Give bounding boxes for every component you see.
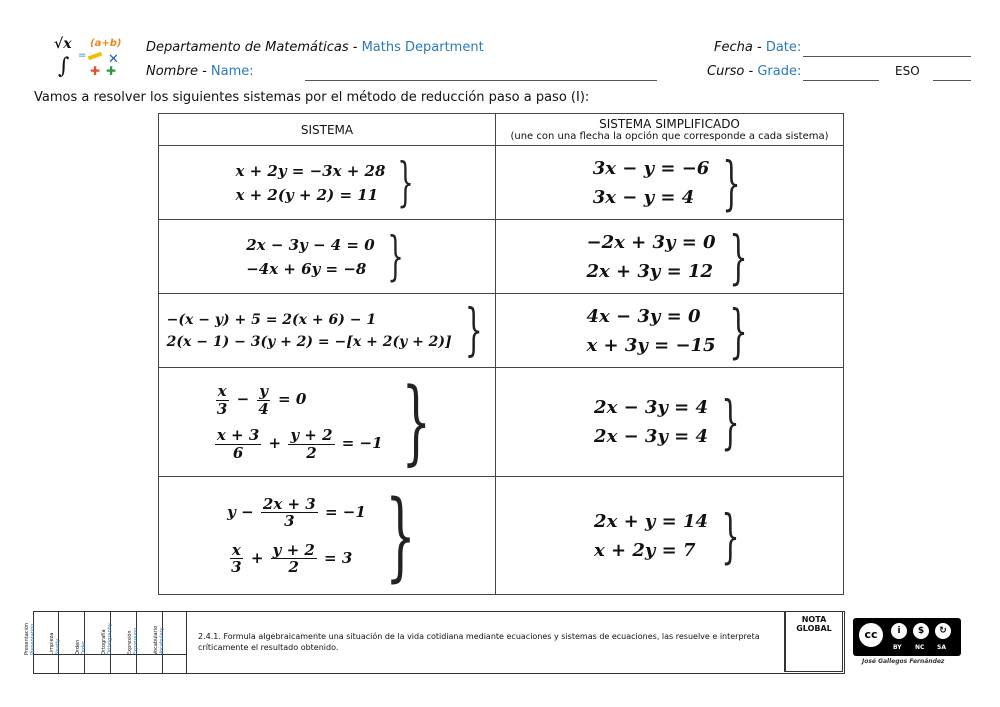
nc-icon: $ — [911, 621, 931, 641]
minus-icon: ✚ — [106, 64, 117, 78]
math-logo — [52, 36, 126, 82]
system-cell[interactable]: 2x − 3y − 4 = 0 −4x + 6y = −8 } — [159, 220, 496, 294]
table-row — [159, 146, 844, 220]
simplified-cell[interactable]: 2x + y = 14 x + 2y = 7 } — [496, 477, 844, 595]
group-field[interactable] — [933, 80, 971, 81]
system-cell[interactable]: x + 2y = −3x + 28 x + 2(y + 2) = 11 } — [159, 146, 496, 220]
name-label: Nombre - Name: — [146, 64, 254, 79]
rubric-col[interactable]: Limpieza Neatly — [59, 612, 85, 673]
integral-icon: ∫ — [58, 54, 70, 79]
date-field[interactable] — [803, 56, 971, 57]
simplified-cell[interactable]: −2x + 3y = 0 2x + 3y = 12 } — [496, 220, 844, 294]
sa-label: SA — [937, 644, 946, 651]
rubric-divider — [34, 654, 186, 655]
author-credit: José Gallegos Fernández — [862, 658, 945, 665]
times-icon: ✕ — [108, 52, 119, 67]
cc-icon: cc — [857, 621, 885, 649]
grade-label: Curso - Grade: — [707, 64, 802, 79]
plus-icon: ✚ — [90, 64, 101, 78]
system-cell[interactable]: −(x − y) + 5 = 2(x + 6) − 1 2(x − 1) − 3(y + 2) = −[x + 2(y + 2)] } — [159, 294, 496, 368]
equals-icon: = — [78, 50, 87, 61]
table-row — [159, 220, 844, 294]
system-cell[interactable]: $\frac{x}{3}$ − $\frac{y}{4}$ = 0 $\frac{x + 3}{6}$ + $\frac{y + 2}{2}$ = −1 } — [159, 368, 496, 477]
rubric-col[interactable]: Ortografía Orthography — [111, 612, 137, 673]
sa-icon: ↻ — [933, 621, 953, 641]
grade-field[interactable] — [803, 80, 879, 81]
pencil-icon — [88, 52, 103, 61]
rubric-box — [24, 611, 845, 674]
rubric-col[interactable]: Orden Order — [85, 612, 111, 673]
date-label: Fecha - Date: — [714, 40, 802, 55]
col-simplificado-header: SISTEMA SIMPLIFICADO (une con una flecha la opción que corresponde a cada sistema) — [496, 114, 844, 146]
table-row — [159, 294, 844, 368]
department-label: Departamento de Matemáticas - Maths Department — [146, 40, 484, 55]
instructions: Vamos a resolver los siguientes sistemas por el método de reducción paso a paso (I): — [34, 90, 590, 105]
sqrt-x-icon: √x — [54, 36, 72, 52]
systems-table — [158, 113, 844, 595]
by-label: BY — [893, 644, 902, 651]
col-sistema-header: SISTEMA — [159, 114, 496, 146]
ab-label: (a+b) — [90, 38, 122, 49]
by-icon: i — [889, 621, 909, 641]
nota-global-box[interactable]: NOTA GLOBAL — [784, 611, 843, 672]
table-row — [159, 477, 844, 595]
assessment-criterion: 2.4.1. Formula algebraicamente una situación de la vida cotidiana mediante ecuaciones y sistemas de ecuaciones, las resuelve e interpreta críticamente el resultado obtenido. — [198, 632, 760, 652]
simplified-cell[interactable]: 3x − y = −6 3x − y = 4 } — [496, 146, 844, 220]
rubric-col[interactable]: Vocabulario Vocabulary — [163, 612, 187, 673]
system-cell[interactable]: y − $\frac{2x + 3}{3}$ = −1 $\frac{x}{3}$ + $\frac{y + 2}{2}$ = 3 } — [159, 477, 496, 595]
simplified-cell[interactable]: 2x − 3y = 4 2x − 3y = 4 } — [496, 368, 844, 477]
nc-label: NC — [915, 644, 925, 651]
rubric-col[interactable]: Expresión Expression — [137, 612, 163, 673]
cc-license-badge[interactable] — [853, 618, 961, 656]
eso-label: ESO — [895, 64, 920, 78]
table-row — [159, 368, 844, 477]
simplified-cell[interactable]: 4x − 3y = 0 x + 3y = −15 } — [496, 294, 844, 368]
name-field[interactable] — [305, 80, 657, 81]
rubric-col[interactable]: Presentación Presentation — [34, 612, 59, 673]
